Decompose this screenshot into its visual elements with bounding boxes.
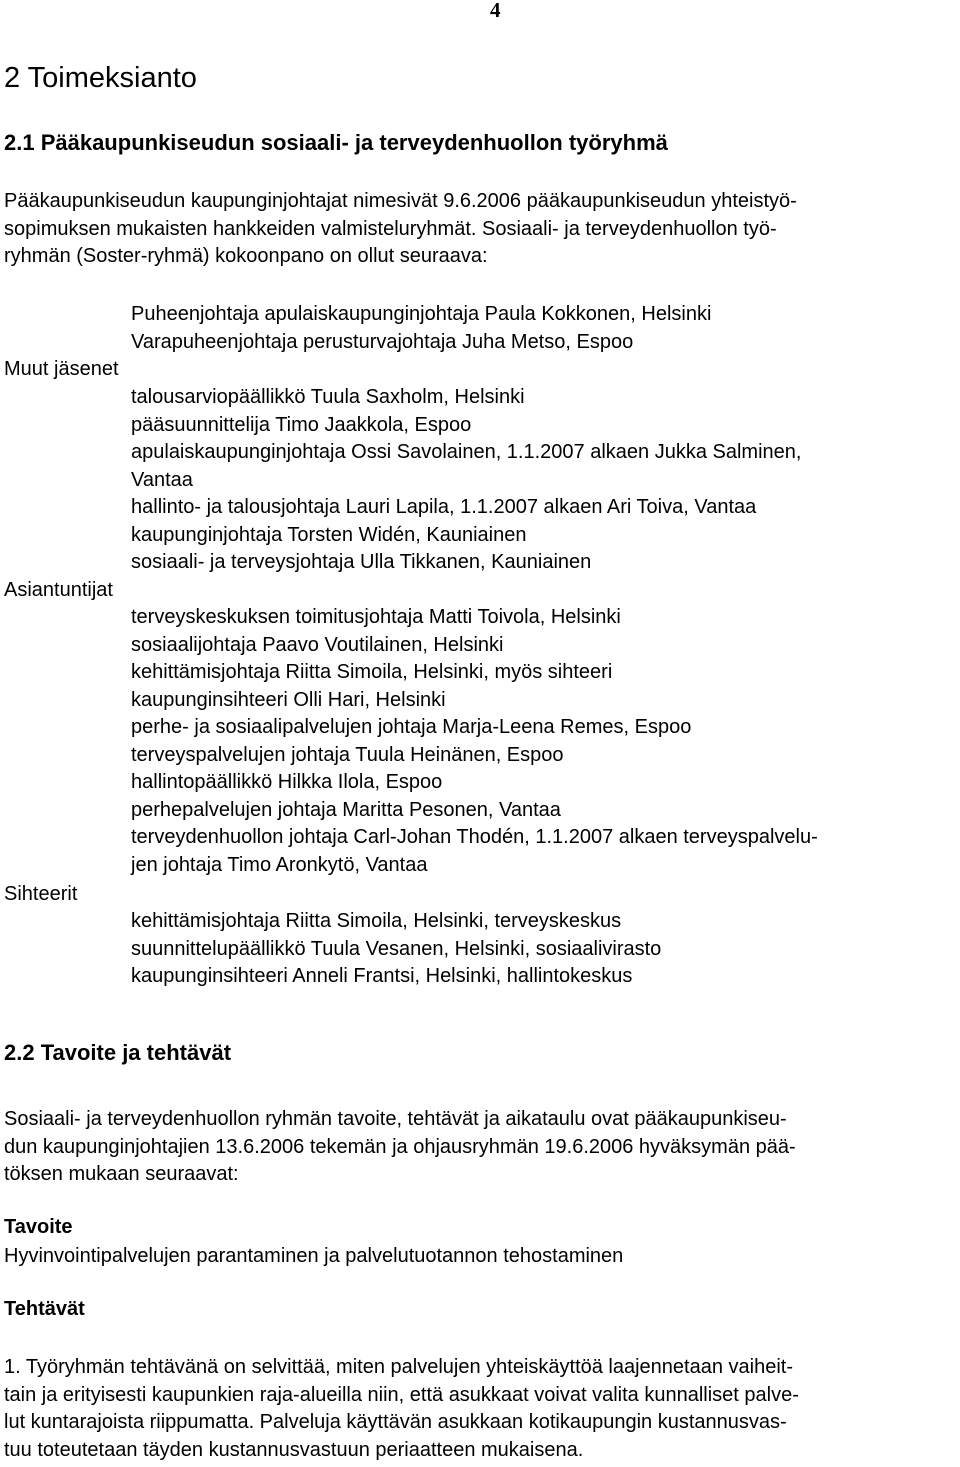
chapter-heading: 2 Toimeksianto (4, 62, 197, 94)
intro-line: ryhmän (Soster-ryhmä) kokoonpano on ollut seuraava: (4, 245, 488, 267)
member-line: Vantaa (131, 468, 193, 491)
expert-line: kehittämisjohtaja Riitta Simoila, Helsinki, myös sihteeri (131, 661, 613, 683)
experts-label: Asiantuntijat (4, 579, 113, 601)
expert-line: terveyskeskuksen toimitusjohtaja Matti Toivola, Helsinki (131, 606, 621, 628)
task-line: 1. Työryhmän tehtävänä on selvittää, miten palvelujen yhteiskäyttöä laajennetaan vaiheit- (4, 1356, 794, 1378)
expert-line: jen johtaja Timo Aronkytö, Vantaa (131, 853, 428, 876)
section-2-1-intro (4, 188, 797, 271)
intro-line: töksen mukaan seuraavat: (4, 1163, 239, 1185)
page-number: 4 (490, 0, 501, 22)
secretaries-list (131, 908, 661, 991)
members-label: Muut jäsenet (4, 358, 119, 380)
members-list (131, 384, 801, 577)
secretary-line: suunnittelupäällikkö Tuula Vesanen, Helsinki, sosiaalivirasto (131, 937, 662, 960)
secretary-line: kehittämisjohtaja Riitta Simoila, Helsinki, terveyskeskus (131, 910, 622, 932)
goal-heading: Tavoite (4, 1216, 73, 1238)
member-line: hallinto- ja talousjohtaja Lauri Lapila, 1.1.2007 alkaen Ari Toiva, Vantaa (131, 496, 757, 518)
section-heading-2-2: 2.2 Tavoite ja tehtävät (4, 1040, 232, 1065)
task-1 (4, 1354, 799, 1464)
intro-line: Pääkaupunkiseudun kaupunginjohtajat nimesivät 9.6.2006 pääkaupunkiseudun yhteistyö- (4, 190, 797, 212)
goal-text: Hyvinvointipalvelujen parantaminen ja palvelutuotannon tehostaminen (4, 1245, 624, 1267)
task-line: tain ja erityisesti kaupunkien raja-alueilla niin, että asukkaat voivat valita kunnalliset palve- (4, 1383, 799, 1406)
task-line: lut kuntarajoista riippumatta. Palveluja käyttävän asukkaan kotikaupungin kustannusvas- (4, 1411, 787, 1433)
member-line: apulaiskaupunginjohtaja Ossi Savolainen, 1.1.2007 alkaen Jukka Salminen, (131, 441, 802, 463)
expert-line: perhe- ja sosiaalipalvelujen johtaja Marja-Leena Remes, Espoo (131, 716, 692, 738)
section-2-2-intro (4, 1106, 796, 1189)
secretaries-label: Sihteerit (4, 883, 78, 905)
chair-line: Puheenjohtaja apulaiskaupunginjohtaja Paula Kokkonen, Helsinki (131, 303, 712, 325)
task-line: tuu toteutetaan täyden kustannusvastuun periaatteen mukaisena. (4, 1438, 584, 1461)
expert-line: sosiaalijohtaja Paavo Voutilainen, Helsinki (131, 633, 504, 656)
member-line: kaupunginjohtaja Torsten Widén, Kauniainen (131, 523, 527, 546)
member-line: sosiaali- ja terveysjohtaja Ulla Tikkanen, Kauniainen (131, 551, 592, 573)
member-line: talousarviopäällikkö Tuula Saxholm, Helsinki (131, 386, 525, 408)
expert-line: perhepalvelujen johtaja Maritta Pesonen, Vantaa (131, 798, 561, 821)
expert-line: terveydenhuollon johtaja Carl-Johan Thodén, 1.1.2007 alkaen terveyspalvelu- (131, 826, 818, 848)
expert-line: kaupunginsihteeri Olli Hari, Helsinki (131, 688, 446, 711)
member-line: pääsuunnittelija Timo Jaakkola, Espoo (131, 413, 472, 436)
experts-list (131, 604, 818, 879)
intro-line: dun kaupunginjohtajien 13.6.2006 tekemän ja ohjausryhmän 19.6.2006 hyväksymän pää- (4, 1135, 796, 1158)
chair-list (131, 301, 711, 356)
intro-line: Sosiaali- ja terveydenhuollon ryhmän tavoite, tehtävät ja aikataulu ovat pääkaupunkiseu- (4, 1108, 787, 1130)
section-heading-2-1: 2.1 Pääkaupunkiseudun sosiaali- ja terveydenhuollon työryhmä (4, 130, 668, 155)
secretary-line: kaupunginsihteeri Anneli Frantsi, Helsinki, hallintokeskus (131, 965, 633, 987)
expert-line: terveyspalvelujen johtaja Tuula Heinänen, Espoo (131, 743, 564, 766)
intro-line: sopimuksen mukaisten hankkeiden valmisteluryhmät. Sosiaali- ja terveydenhuollon työ- (4, 217, 777, 240)
tasks-heading: Tehtävät (4, 1298, 85, 1320)
chair-line: Varapuheenjohtaja perusturvajohtaja Juha Metso, Espoo (131, 330, 634, 353)
expert-line: hallintopäällikkö Hilkka Ilola, Espoo (131, 771, 443, 793)
